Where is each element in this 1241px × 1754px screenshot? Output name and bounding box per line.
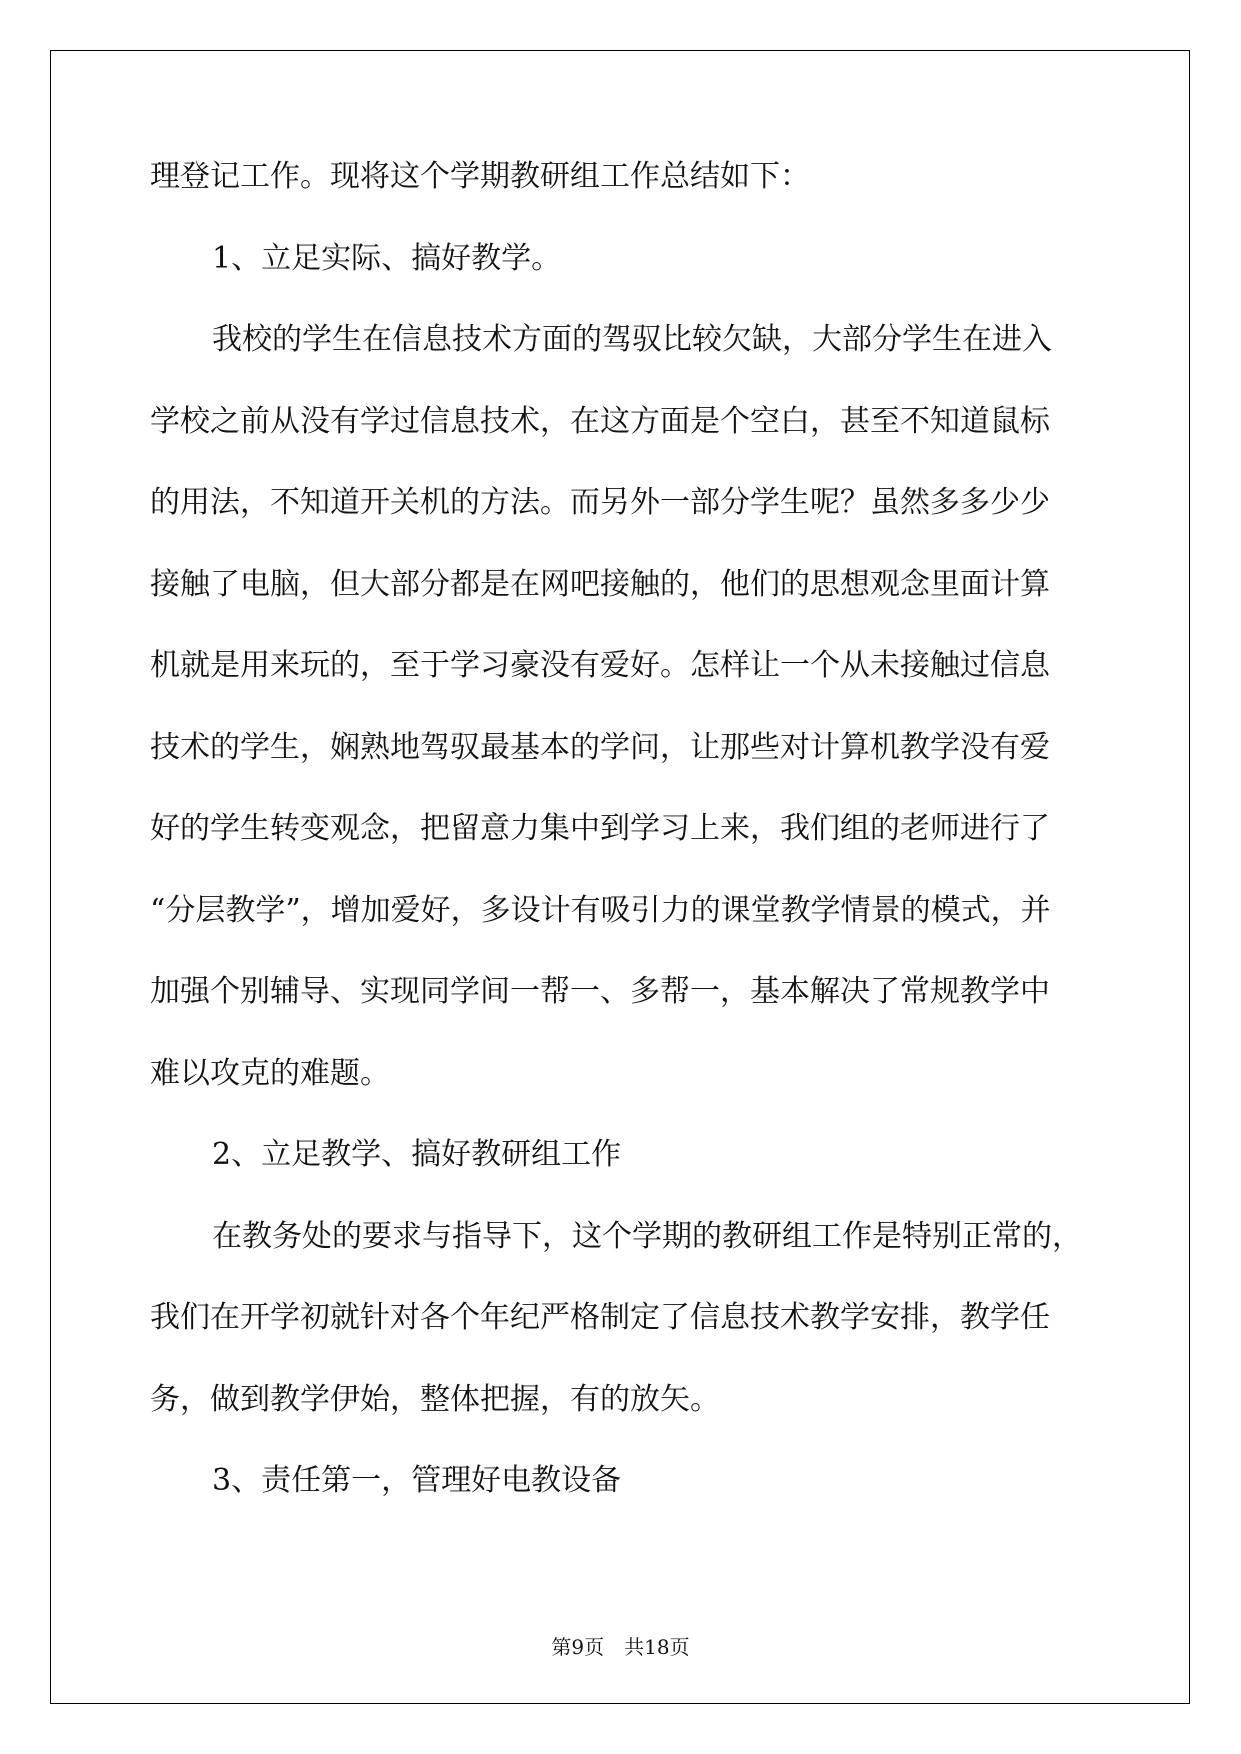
text-line: 理登记工作。现将这个学期教研组工作总结如下：	[150, 159, 810, 194]
page-number-footer: 第9页 共18页	[551, 1635, 690, 1659]
section-heading: 1、立足实际、搞好教学。	[212, 240, 562, 276]
document-body	[150, 160, 1095, 1546]
text-line: 我们在开学初就针对各个年纪严格制定了信息技术教学安排，教学任	[150, 1300, 1050, 1335]
text-line: 技术的学生，娴熟地驾驭最基本的学问，让那些对计算机教学没有爱	[150, 729, 1050, 765]
text-line: “分层教学”，增加爱好，多设计有吸引力的课堂教学情景的模式，并	[150, 892, 1051, 928]
section-heading: 3、责任第一，管理好电教设备	[212, 1463, 622, 1498]
text-line: 务，做到教学伊始，整体把握，有的放矢。	[150, 1381, 720, 1417]
text-line: 好的学生转变观念，把留意力集中到学习上来，我们组的老师进行了	[150, 811, 1050, 846]
text-line: 在教务处的要求与指导下，这个学期的教研组工作是特别正常的，	[212, 1218, 1082, 1254]
text-line: 加强个别辅导、实现同学间一帮一、多帮一，基本解决了常规教学中	[150, 974, 1050, 1009]
text-line: 的用法，不知道开关机的方法。而另外一部分学生呢？虽然多多少少	[150, 485, 1050, 520]
text-line: 接触了电脑，但大部分都是在网吧接触的，他们的思想观念里面计算	[150, 566, 1050, 602]
text-line: 机就是用来玩的，至于学习豪没有爱好。怎样让一个从未接触过信息	[150, 648, 1050, 683]
section-heading: 2、立足教学、搞好教研组工作	[212, 1137, 622, 1172]
text-line: 难以攻克的难题。	[150, 1055, 390, 1091]
text-line: 我校的学生在信息技术方面的驾驭比较欠缺，大部分学生在进入	[212, 322, 1052, 357]
text-line: 学校之前从没有学过信息技术，在这方面是个空白，甚至不知道鼠标	[150, 403, 1050, 439]
